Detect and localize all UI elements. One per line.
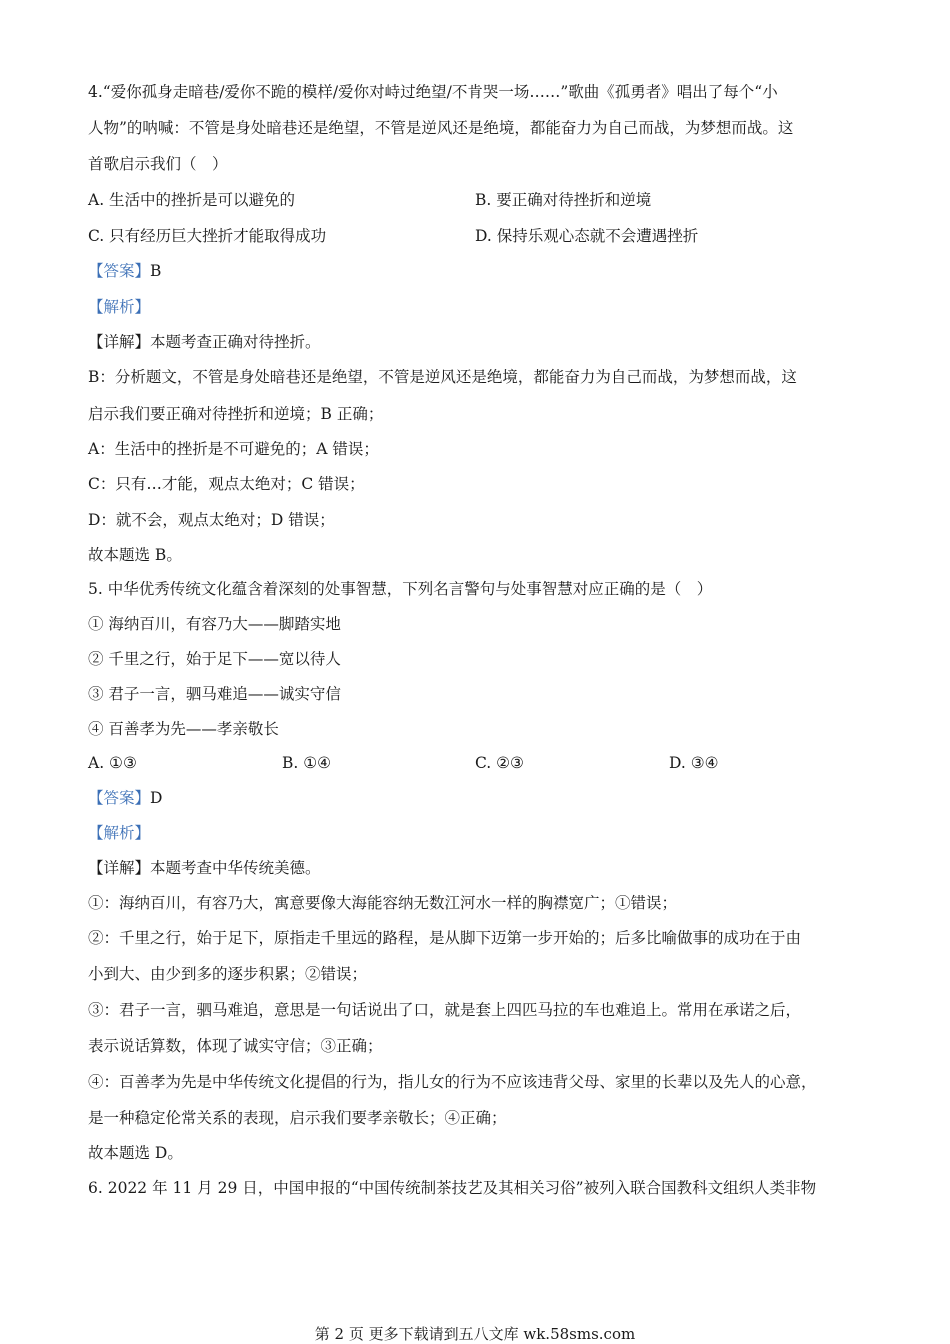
q4-analysis-line-1: B：分析题文，不管是身处暗巷还是绝望，不管是逆风还是绝境，都能奋力为自己而战，为梦想而战，这 <box>88 368 797 386</box>
q5-item-3: ③ 君子一言，驷马难追——诚实守信 <box>88 685 341 703</box>
detail-tag: 【详解】 <box>88 333 151 351</box>
q5-item-4: ④ 百善孝为先——孝亲敬长 <box>88 720 279 738</box>
q5-analysis-line-2: ②：千里之行，始于足下，原指走千里远的路程，是从脚下迈第一步开始的；后多比喻做事的成功在于由 <box>88 929 802 947</box>
q4-option-c: C. 只有经历巨大挫折才能取得成功 <box>88 227 327 245</box>
q4-option-a: A. 生活中的挫折是可以避免的 <box>88 191 296 209</box>
q4-stem-line-2: 人物”的呐喊：不管是身处暗巷还是绝望，不管是逆风还是绝境，都能奋力为自己而战，为梦想而战。这 <box>88 119 794 137</box>
q5-analysis-line-6: ④：百善孝为先是中华传统文化提倡的行为，指儿女的行为不应该违背父母、家里的长辈以及先人的心意， <box>88 1073 817 1091</box>
q5-analysis-line-7: 是一种稳定伦常关系的表现，启示我们要孝亲敬长；④正确； <box>88 1109 507 1127</box>
q5-option-c: C. ②③ <box>475 754 524 772</box>
answer-tag: 【答案】 <box>88 262 151 280</box>
q4-stem-line-1: 4.“爱你孤身走暗巷/爱你不跪的模样/爱你对峙过绝望/不肯哭一场……”歌曲《孤勇者》唱出了每个“小 <box>88 83 778 101</box>
q4-analysis-line-4: C：只有…才能，观点太绝对；C 错误； <box>88 475 365 493</box>
q4-answer: B <box>150 262 162 280</box>
q5-analysis-line-5: 表示说话算数，体现了诚实守信；③正确； <box>88 1037 383 1055</box>
q5-answer: D <box>150 789 163 807</box>
q4-analysis-line-2: 启示我们要正确对待挫折和逆境；B 正确； <box>88 405 384 423</box>
q4-stem-line-3: 首歌启示我们（ ） <box>88 155 228 173</box>
detail-tag: 【详解】 <box>88 859 151 877</box>
q5-conclusion: 故本题选 D。 <box>88 1144 183 1162</box>
q4-conclusion: 故本题选 B。 <box>88 546 182 564</box>
q4-option-b: B. 要正确对待挫折和逆境 <box>475 191 652 209</box>
q5-option-b: B. ①④ <box>282 754 332 772</box>
q5-analysis-line-4: ③：君子一言，驷马难追，意思是一句话说出了口，就是套上四匹马拉的车也难追上。常用在承诺之后， <box>88 1001 802 1019</box>
q6-stem: 6. 2022 年 11 月 29 日，中国申报的“中国传统制茶技艺及其相关习俗”被列入联合国教科文组织人类非物 <box>88 1179 817 1197</box>
q4-analysis-tag: 【解析】 <box>88 298 151 316</box>
q4-option-d: D. 保持乐观心态就不会遭遇挫折 <box>475 227 699 245</box>
q5-answer-line <box>88 788 162 808</box>
q4-answer-line <box>88 261 161 281</box>
q5-option-a: A. ①③ <box>88 754 137 772</box>
q5-detail: 本题考查中华传统美德。 <box>150 859 321 877</box>
q5-option-d: D. ③④ <box>669 754 719 772</box>
q5-item-2: ② 千里之行，始于足下——宽以待人 <box>88 650 341 668</box>
q5-item-1: ① 海纳百川，有容乃大——脚踏实地 <box>88 615 341 633</box>
answer-tag: 【答案】 <box>88 789 151 807</box>
q4-analysis-line-3: A：生活中的挫折是不可避免的；A 错误； <box>88 440 379 458</box>
q5-analysis-line-1: ①：海纳百川，有容乃大，寓意要像大海能容纳无数江河水一样的胸襟宽广；①错误； <box>88 894 678 912</box>
q4-detail: 本题考查正确对待挫折。 <box>150 333 321 351</box>
q5-analysis-line-3: 小到大、由少到多的逐步积累；②错误； <box>88 965 368 983</box>
q5-detail-line <box>88 858 321 878</box>
q5-stem: 5. 中华优秀传统文化蕴含着深刻的处事智慧，下列名言警句与处事智慧对应正确的是（ ） <box>88 580 713 598</box>
q4-analysis-line-5: D：就不会，观点太绝对；D 错误； <box>88 511 335 529</box>
page-footer: 第 2 页 更多下载请到五八文库 wk.58sms.com <box>314 1325 636 1343</box>
q5-analysis-tag: 【解析】 <box>88 824 151 842</box>
q4-detail-line <box>88 332 321 352</box>
